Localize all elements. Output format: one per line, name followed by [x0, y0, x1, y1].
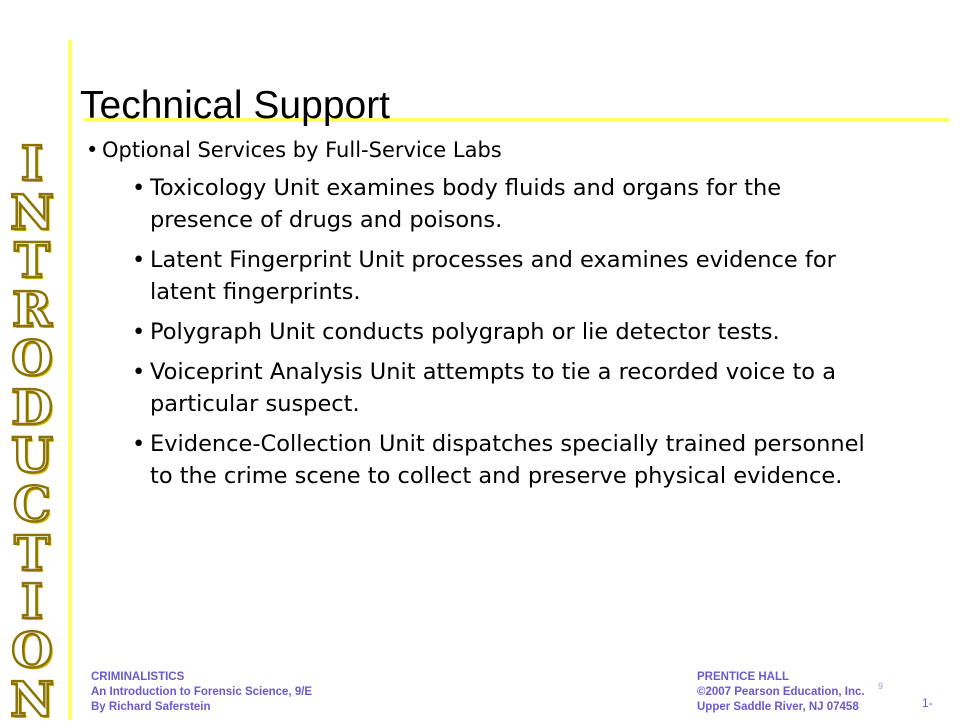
side-title-letter: I — [20, 136, 44, 192]
vertical-accent-line — [68, 40, 72, 720]
sub-bullet-polygraph: • Polygraph Unit conducts polygraph or lie detector tests. — [132, 316, 886, 348]
footer-publisher-name: PRENTICE HALL — [697, 671, 789, 683]
side-title-letter: T — [14, 233, 50, 290]
side-title-letter: T — [14, 525, 50, 582]
side-title-letter: N — [10, 671, 54, 728]
main-bullet-text: Optional Services by Full-Service Labs — [102, 138, 502, 162]
footer-book-info — [91, 670, 312, 715]
sub-bullet-list — [102, 172, 886, 492]
side-title-letter: N — [10, 184, 54, 241]
footer-book-author: By Richard Saferstein — [91, 701, 211, 713]
chapter-prefix: 1- — [922, 696, 933, 710]
sub-bullet-evidence-collection: • Evidence-Collection Unit dispatches specially trained personnel to the crime scene to collect and preserve physical evidence. — [132, 428, 886, 492]
sub-bullet-voiceprint: • Voiceprint Analysis Unit attempts to tie a recorded voice to a particular suspect. — [132, 356, 886, 420]
footer-publisher-address: Upper Saddle River, NJ 07458 — [697, 701, 859, 713]
side-title-introduction — [2, 136, 62, 728]
side-title-letter: O — [11, 330, 53, 387]
footer-publisher-info — [697, 670, 865, 715]
slide-number: 9 — [878, 681, 884, 691]
side-title-letter: I — [20, 574, 44, 631]
slide-title: Technical Support — [80, 84, 391, 127]
main-bullet — [86, 136, 886, 492]
footer-copyright: ©2007 Pearson Education, Inc. — [697, 686, 865, 698]
side-title-letter: O — [11, 623, 53, 680]
side-title-letter: R — [12, 282, 52, 339]
side-title-letter: U — [11, 428, 53, 485]
side-title-letter: C — [12, 476, 52, 533]
bullet-list — [86, 136, 886, 500]
sub-bullet-toxicology: • Toxicology Unit examines body fluids and organs for the presence of drugs and poisons. — [132, 172, 886, 236]
side-title-letter: D — [11, 379, 53, 436]
sub-bullet-latent-fingerprint: • Latent Fingerprint Unit processes and examines evidence for latent fingerprints. — [132, 244, 886, 308]
footer-book-subtitle: An Introduction to Forensic Science, 9/E — [91, 686, 313, 698]
footer-book-title: CRIMINALISTICS — [91, 671, 185, 683]
